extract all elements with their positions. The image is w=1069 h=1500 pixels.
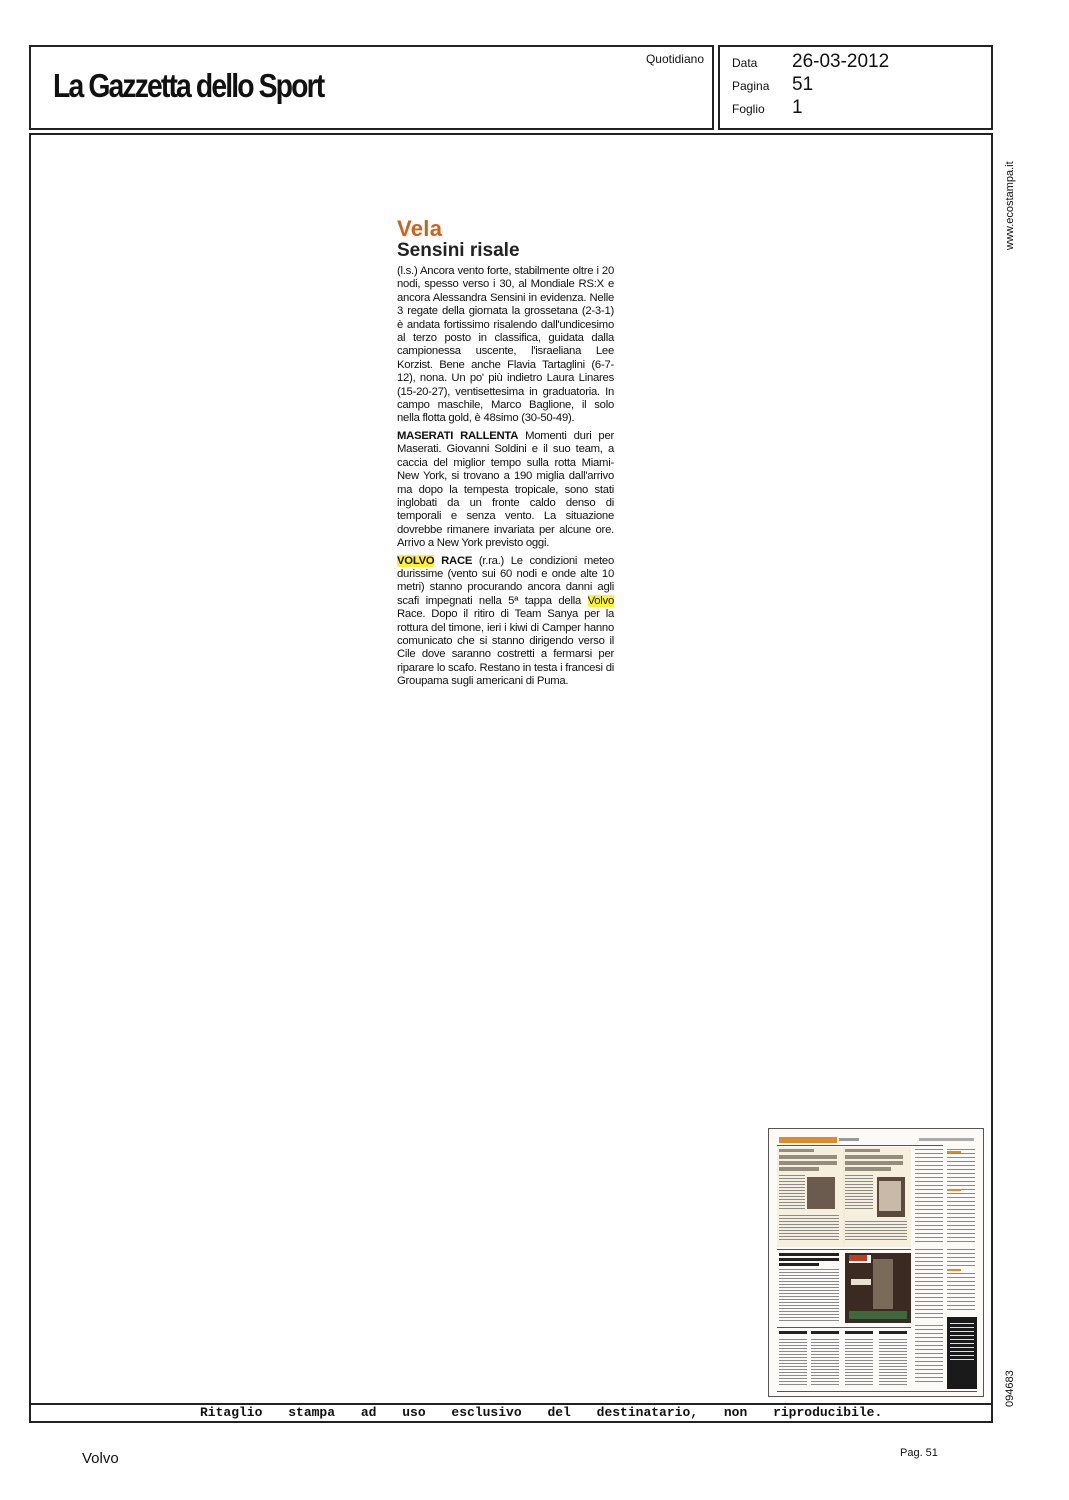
paragraph-text: (l.s.) Ancora vento forte, stabilmente oltre i 20 nodi, spesso verso i 30, al Mondiale RS:X e ancora Alessandra Sensini in evidenza. Nelle 3 regate della giornata la grossetana (2-3-1) è andata fortissimo risalendo dall'undicesimo al terzo posto in classifica, guidata dalla campionessa uscente, l'israeliana Lee Korzist. Bene anche Flavia Tartaglini (6-7-12), nona. Un po' più indietro Laura Linares (15-20-27), ventisettesima in graduatoria. In campo maschile, Marco Baglione, il solo nella flotta gold, è 48simo (30-50-49). bbox=[397, 265, 614, 425]
article-paragraph bbox=[397, 555, 614, 689]
runin-heading: MASERATI RALLENTA bbox=[397, 429, 519, 442]
meta-value: 51 bbox=[792, 74, 814, 95]
page-number: Pag. 51 bbox=[900, 1447, 938, 1459]
highlighted-keyword: VOLVO bbox=[397, 554, 435, 567]
meta-label: Pagina bbox=[732, 79, 770, 93]
article-paragraph bbox=[397, 430, 614, 551]
paragraph-text: (r.ra.) Le condizioni meteo durissime (vento sui 60 nodi e onde alte 10 metri) stanno procurando ancora danni agli scafi impegnati nella 5ª tappa della bbox=[397, 554, 614, 607]
meta-value: 26-03-2012 bbox=[792, 51, 890, 72]
search-keyword: Volvo bbox=[82, 1450, 119, 1467]
meta-row-foglio bbox=[732, 97, 803, 119]
meta-box bbox=[718, 45, 993, 130]
article-headline: Sensini risale bbox=[397, 240, 520, 261]
highlighted-keyword: Volvo bbox=[587, 594, 614, 607]
masthead-box bbox=[29, 45, 714, 130]
frequency-label: Quotidiano bbox=[645, 52, 704, 66]
article-paragraph bbox=[397, 265, 614, 426]
article-kicker: Vela bbox=[397, 216, 443, 241]
source-url: www.ecostampa.it bbox=[1004, 161, 1016, 250]
runin-heading: RACE bbox=[434, 554, 473, 567]
meta-row-pagina bbox=[732, 74, 813, 96]
paragraph-text: Race. Dopo il ritiro di Team Sanya per la rottura del timone, ieri i kiwi di Camper hanno comunicato che si stanno dirigendo verso il Cile dove saranno costretti a fermarsi per riparare lo scafo. Restano in testa i francesi di Groupama sugli americani di Puma. bbox=[397, 608, 614, 688]
paragraph-text: Momenti duri per Maserati. Giovanni Soldini e il suo team, a caccia del miglior tempo sulla rotta Miami-New York, si trovano a 190 miglia dall'arrivo ma dopo la tempesta tropicale, sono stati inglobati da un fronte caldo denso di temporali e senza vento. La situazione dovrebbe rimanere invariata per alcune ore. Arrivo a New York previsto oggi. bbox=[397, 429, 615, 550]
meta-row-data bbox=[732, 51, 889, 73]
meta-label: Data bbox=[732, 56, 758, 70]
page-thumbnail-image bbox=[769, 1129, 983, 1396]
page-thumbnail bbox=[768, 1128, 984, 1397]
clipping-code: 094683 bbox=[1004, 1370, 1016, 1407]
meta-value: 1 bbox=[792, 97, 803, 118]
meta-label: Foglio bbox=[732, 102, 765, 116]
newspaper-masthead: La Gazzetta dello Sport bbox=[53, 67, 324, 104]
reproduction-notice: Ritaglio stampa ad uso esclusivo del destinatario, non riproducibile. bbox=[200, 1405, 883, 1420]
article bbox=[397, 218, 614, 689]
